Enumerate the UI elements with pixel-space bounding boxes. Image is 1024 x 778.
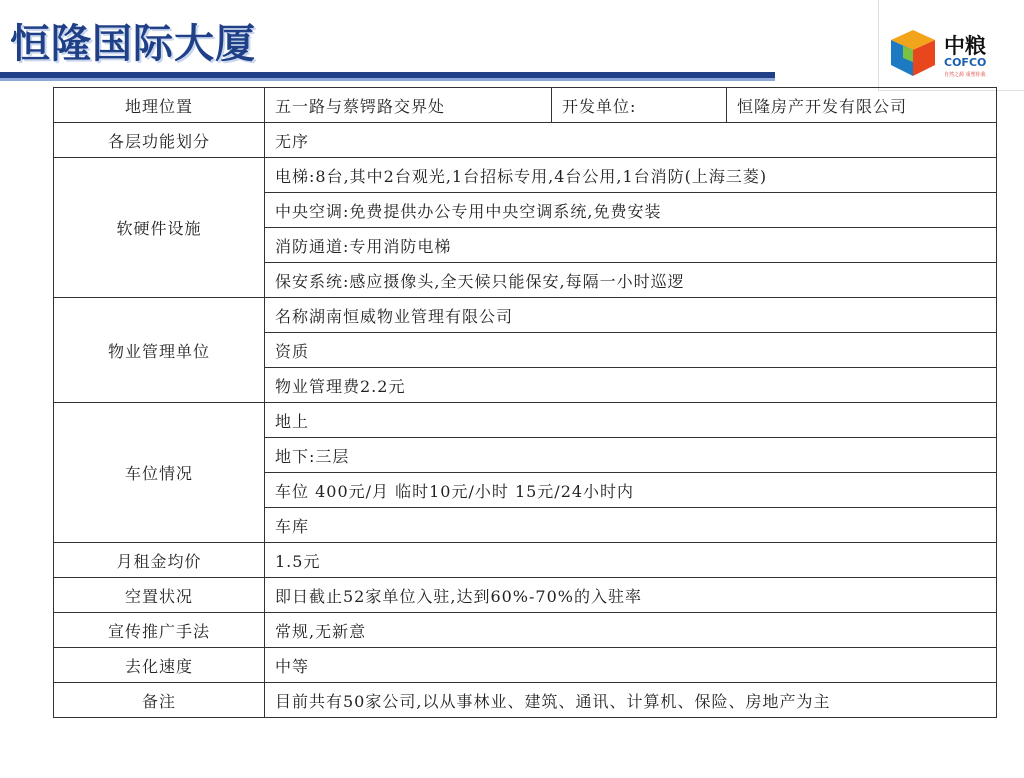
developer-label: 开发单位: xyxy=(552,88,727,123)
table-row xyxy=(54,123,997,158)
table-row xyxy=(54,648,997,683)
parking-item: 车库 xyxy=(265,508,997,543)
cofco-logo xyxy=(878,0,1024,91)
location-value: 五一路与蔡锷路交界处 xyxy=(265,88,552,123)
promotion-value: 常规,无新意 xyxy=(265,613,997,648)
parking-item: 地下:三层 xyxy=(265,438,997,473)
table-row xyxy=(54,158,997,193)
promotion-label: 宣传推广手法 xyxy=(54,613,265,648)
property-mgmt-item: 物业管理费2.2元 xyxy=(265,368,997,403)
location-label: 地理位置 xyxy=(54,88,265,123)
property-mgmt-label: 物业管理单位 xyxy=(54,298,265,403)
facilities-item: 电梯:8台,其中2台观光,1台招标专用,4台公用,1台消防(上海三菱) xyxy=(265,158,997,193)
table-row xyxy=(54,88,997,123)
property-info-table xyxy=(53,87,997,718)
rent-label: 月租金均价 xyxy=(54,543,265,578)
cube-logo-icon xyxy=(889,28,937,78)
page-title: 恒隆国际大厦 xyxy=(10,21,256,67)
parking-label: 车位情况 xyxy=(54,403,265,543)
logo-name-en: COFCO xyxy=(944,56,987,69)
absorption-value: 中等 xyxy=(265,648,997,683)
table-row xyxy=(54,578,997,613)
facilities-label: 软硬件设施 xyxy=(54,158,265,298)
remarks-label: 备注 xyxy=(54,683,265,718)
logo-name-cn: 中粮 xyxy=(944,34,986,58)
parking-item: 地上 xyxy=(265,403,997,438)
developer-value: 恒隆房产开发有限公司 xyxy=(727,88,997,123)
property-mgmt-item: 名称湖南恒威物业管理有限公司 xyxy=(265,298,997,333)
rent-value: 1.5元 xyxy=(265,543,997,578)
logo-slogan: 自然之源 重塑你我 xyxy=(944,72,986,78)
table-row xyxy=(54,543,997,578)
floors-value: 无序 xyxy=(265,123,997,158)
title-underline-accent xyxy=(0,78,775,81)
table-row xyxy=(54,613,997,648)
facilities-item: 消防通道:专用消防电梯 xyxy=(265,228,997,263)
remarks-value: 目前共有50家公司,以从事林业、建筑、通讯、计算机、保险、房地产为主 xyxy=(265,683,997,718)
facilities-item: 中央空调:免费提供办公专用中央空调系统,免费安装 xyxy=(265,193,997,228)
parking-item: 车位 400元/月 临时10元/小时 15元/24小时内 xyxy=(265,473,997,508)
table-row xyxy=(54,683,997,718)
absorption-label: 去化速度 xyxy=(54,648,265,683)
vacancy-value: 即日截止52家单位入驻,达到60%-70%的入驻率 xyxy=(265,578,997,613)
vacancy-label: 空置状况 xyxy=(54,578,265,613)
table-row xyxy=(54,298,997,333)
facilities-item: 保安系统:感应摄像头,全天候只能保安,每隔一小时巡逻 xyxy=(265,263,997,298)
floors-label: 各层功能划分 xyxy=(54,123,265,158)
property-mgmt-item: 资质 xyxy=(265,333,997,368)
table-row xyxy=(54,403,997,438)
